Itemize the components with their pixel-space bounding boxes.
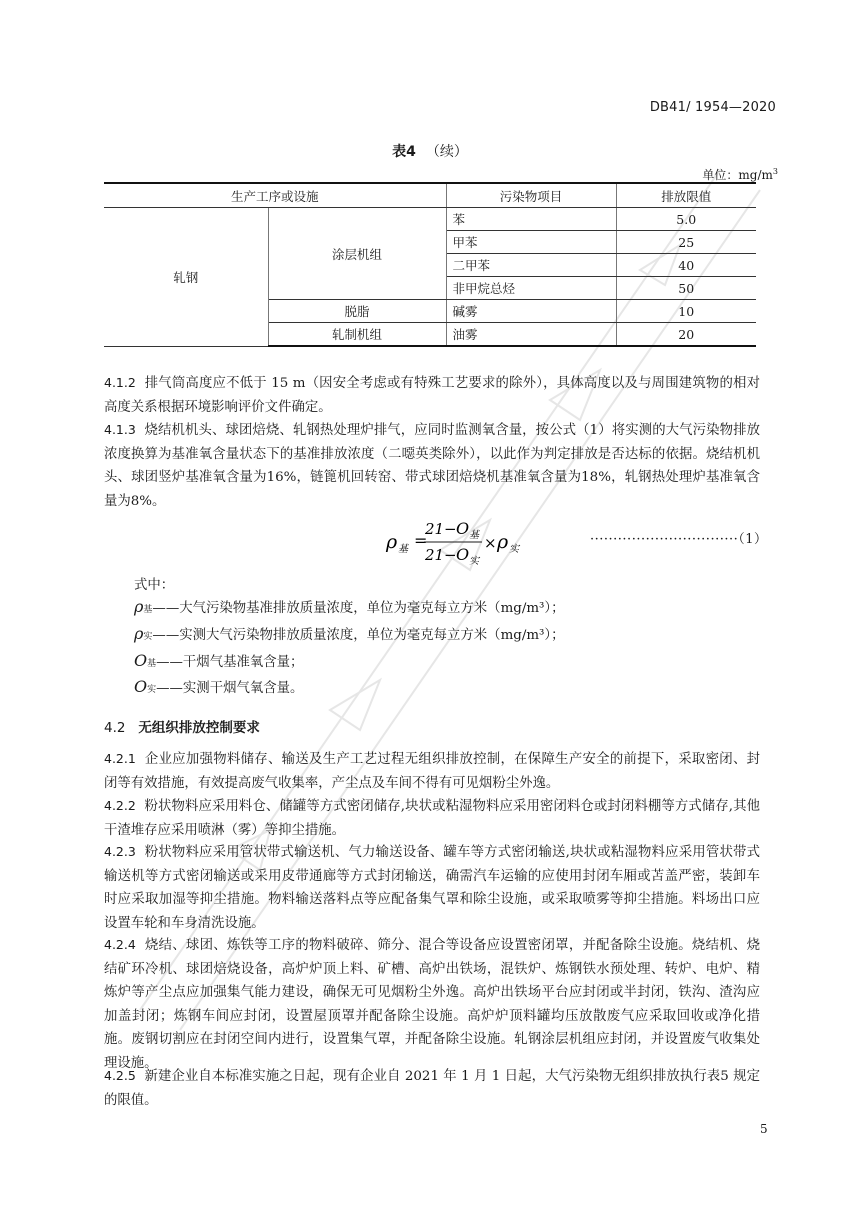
equation-number: ································（1）	[590, 532, 768, 547]
limit-cell: 25	[616, 231, 756, 254]
clause-number: 4.1.2	[104, 375, 136, 390]
definition-symbol: O	[134, 651, 148, 670]
header-process: 生产工序或设施	[104, 183, 446, 208]
definition-sub: 基	[147, 659, 157, 669]
clause-text: 粉状物料应采用管状带式输送机、气力输送设备、罐车等方式密闭输送,块状或粘湿物料应采用管状带式输送机等方式密闭输送或采用皮带通廊等方式封闭输送，确需汽车运输的应使用封闭车厢或苫盖严密，装卸车时应采取加湿等抑尘措施。物料输送落料点等应配备集气罩和除尘设施，或采取喷雾等抑尘措施。料场出口应设置车轮和车身清洗设施。	[104, 845, 760, 931]
clause-4-2-4	[104, 933, 760, 1075]
clause-4-2-1	[104, 747, 760, 795]
pollutant-cell: 油雾	[446, 323, 616, 347]
formula-rhs-sub: 实	[509, 544, 519, 555]
definition-sub: 实	[147, 685, 157, 695]
clause-number: 4.2.3	[104, 844, 136, 859]
page-number: 5	[760, 1122, 768, 1136]
clause-text: 烧结、球团、炼铁等工序的物料破碎、筛分、混合等设备应设置密闭罩，并配备除尘设施。烧结机、烧结矿环冷机、球团焙烧设备，高炉炉顶上料、矿槽、高炉出铁场，混铁炉、炼钢铁水预处理、转炉、电炉、精炼炉等产尘点应加强集气能力建设，确保无可见烟粉尘外逸。高炉出铁场平台应封闭或半封闭，铁沟、渣沟应加盖封闭；炼钢车间应封闭，设置屋顶罩并配备除尘设施。高炉炉顶料罐均压放散废气应采取回收或净化措施。废钢切割应在封闭空间内进行，设置集气罩，并配备除尘设施。轧钢涂层机组应封闭，并设置废气收集处理设施。	[104, 938, 761, 1071]
svg-text:−: −	[444, 546, 457, 564]
facility-cell: 脱脂	[268, 300, 446, 323]
formula-den-const: 21	[425, 546, 445, 564]
header-pollutant: 污染物项目	[446, 183, 616, 208]
limit-cell: 40	[616, 254, 756, 277]
clause-4-2-3	[104, 840, 760, 935]
limit-cell: 5.0	[616, 208, 756, 231]
definition-text: ——干烟气基准氧含量；	[156, 655, 304, 670]
definitions-intro: 式中：	[134, 578, 175, 593]
table-header-row	[104, 183, 756, 208]
svg-text:=: =	[414, 531, 428, 550]
pollutant-cell: 甲苯	[446, 231, 616, 254]
clause-number: 4.1.3	[104, 422, 136, 437]
definition-item	[134, 597, 565, 616]
pollutant-cell: 非甲烷总烃	[446, 277, 616, 300]
formula-den-var: O	[456, 545, 470, 564]
definition-text: ——大气污染物基准排放质量浓度，单位为毫克每立方米（mg/m³）；	[152, 601, 565, 616]
process-cell: 轧钢	[104, 208, 268, 347]
definition-symbol: ρ	[134, 597, 144, 616]
header-limit: 排放限值	[616, 183, 756, 208]
table-row	[104, 208, 756, 231]
definition-item	[134, 624, 565, 643]
clause-number: 4.2.2	[104, 798, 136, 813]
limit-cell: 20	[616, 323, 756, 347]
clause-number: 4.2.5	[104, 1068, 136, 1083]
formula-num-var: O	[456, 519, 470, 538]
facility-cell: 轧制机组	[268, 323, 446, 347]
clause-4-1-3	[104, 418, 760, 513]
definition-sub: 实	[143, 632, 153, 642]
equation-number-label: （1）	[738, 532, 768, 547]
facility-cell: 涂层机组	[268, 208, 446, 300]
pollutant-cell: 苯	[446, 208, 616, 231]
clause-4-2-5	[104, 1064, 760, 1112]
definition-symbol: ρ	[134, 624, 144, 643]
document-code: DB41/ 1954—2020	[649, 100, 776, 115]
table-title-label: 表4	[392, 144, 416, 160]
section-number: 4.2	[104, 720, 126, 736]
svg-text:−: −	[444, 520, 457, 538]
clause-text: 粉状物料应采用料仓、储罐等方式密闭储存,块状或粘湿物料应采用密闭料仓或封闭料棚等方式储存,其他干渣堆存应采用喷淋（雾）等抑尘措施。	[104, 799, 761, 838]
clause-text: 企业应加强物料储存、输送及生产工艺过程无组织排放控制，在保障生产安全的前提下，采取密闭、封闭等有效措施，有效提高废气收集率，产尘点及车间不得有可见烟粉尘外逸。	[104, 752, 761, 791]
unit-text: 单位：mg/m	[702, 168, 773, 182]
clause-text: 新建企业自本标准实施之日起，现有企业自 2021 年 1 月 1 日起，大气污染物无组织排放执行表5 规定的限值。	[104, 1069, 760, 1108]
section-title: 无组织排放控制要求	[138, 720, 260, 736]
unit-label	[702, 166, 778, 183]
emission-limit-table	[104, 182, 756, 347]
unit-sup: 3	[772, 167, 778, 176]
definition-item	[134, 651, 303, 670]
definition-text: ——实测大气污染物排放质量浓度，单位为毫克每立方米（mg/m³）；	[152, 628, 565, 643]
section-heading	[104, 716, 260, 736]
formula-rhs: ρ	[497, 531, 509, 553]
formula-num-sub: 基	[469, 530, 479, 541]
clause-4-1-2	[104, 371, 760, 419]
limit-cell: 50	[616, 277, 756, 300]
formula-num-const: 21	[425, 520, 445, 538]
pollutant-cell: 二甲苯	[446, 254, 616, 277]
table-title-cont: （续）	[425, 144, 468, 160]
svg-text:×: ×	[484, 534, 497, 552]
definition-sub: 基	[143, 605, 153, 615]
clause-text: 烧结机机头、球团焙烧、轧钢热处理炉排气，应同时监测氧含量，按公式（1）将实测的大气污染物排放浓度换算为基准氧含量状态下的基准排放浓度（二噁英类除外），以此作为判定排放是否达标的依据。烧结机机头、球团竖炉基准氧含量为16%，链篦机回转窑、带式球团焙烧机基准氧含量为18%，轧钢热处理炉基准氧含量为8%。	[104, 423, 760, 509]
clause-number: 4.2.1	[104, 751, 136, 766]
formula-lhs: ρ	[386, 531, 398, 553]
definition-text: ——实测干烟气氧含量。	[156, 681, 304, 696]
table-title	[0, 141, 860, 161]
formula-den-sub: 实	[469, 556, 479, 567]
definition-item	[134, 677, 303, 696]
clause-4-2-2	[104, 794, 760, 842]
formula-lhs-sub: 基	[398, 544, 408, 555]
definition-symbol: O	[134, 677, 148, 696]
clause-text: 排气筒高度应不低于 15 m（因安全考虑或有特殊工艺要求的除外），具体高度以及与周围建筑物的相对高度关系根据环境影响评价文件确定。	[104, 376, 761, 415]
pollutant-cell: 碱雾	[446, 300, 616, 323]
conversion-formula	[384, 514, 544, 570]
limit-cell: 10	[616, 300, 756, 323]
clause-number: 4.2.4	[104, 937, 136, 952]
